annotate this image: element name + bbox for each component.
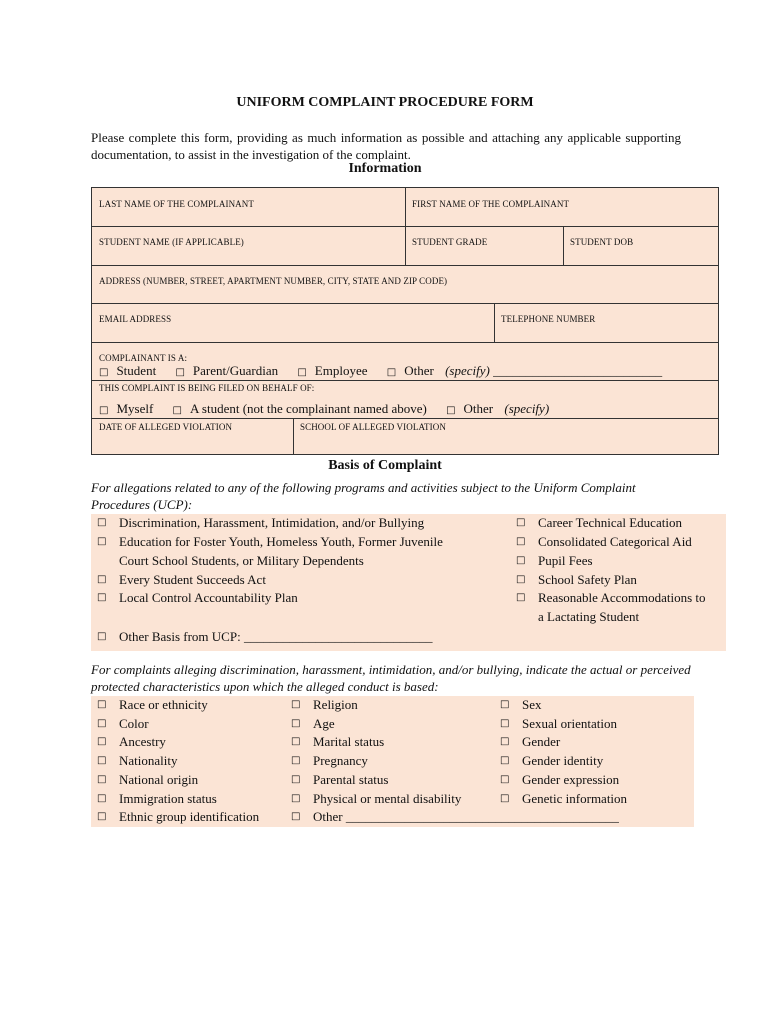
email-label: EMAIL ADDRESS <box>99 314 172 324</box>
behalf-option-myself[interactable]: □ Myself <box>99 401 154 416</box>
checkbox-icon[interactable]: □ <box>291 811 301 823</box>
behalf-option-other[interactable]: □ Other (specify) <box>446 401 550 416</box>
basis-item[interactable]: □ Consolidated Categorical Aid <box>516 533 716 552</box>
checkbox-icon[interactable]: □ <box>516 592 526 603</box>
last-name-label: LAST NAME OF THE COMPLAINANT <box>99 199 254 209</box>
checkbox-icon[interactable]: □ <box>291 717 301 729</box>
checkbox-icon[interactable]: □ <box>97 773 107 785</box>
checkbox-icon[interactable]: □ <box>97 574 107 585</box>
checkbox-icon[interactable]: □ <box>97 717 107 729</box>
basis-heading: Basis of Complaint <box>328 458 442 473</box>
checkbox-icon[interactable]: □ <box>97 792 107 804</box>
characteristic-item[interactable]: □ Parental status <box>291 771 491 790</box>
date-violation-label: DATE OF ALLEGED VIOLATION <box>99 422 233 432</box>
checkbox-icon[interactable]: □ <box>97 699 107 710</box>
checkbox-icon[interactable]: □ <box>291 755 301 767</box>
checkbox-icon[interactable]: □ <box>297 367 307 378</box>
checkbox-icon[interactable]: □ <box>386 367 397 378</box>
checkbox-icon[interactable]: □ <box>446 405 456 416</box>
characteristic-item[interactable]: □ Religion <box>291 696 691 715</box>
characteristic-item[interactable]: □ Physical or mental disability <box>291 790 501 809</box>
checkbox-icon[interactable]: □ <box>291 699 301 710</box>
email-field[interactable] <box>92 303 494 342</box>
checkbox-icon[interactable]: □ <box>99 367 109 378</box>
checkbox-icon[interactable]: □ <box>516 536 526 547</box>
form-title: UNIFORM COMPLAINT PROCEDURE FORM <box>236 95 534 110</box>
checkbox-icon[interactable]: □ <box>500 736 510 748</box>
student-dob-field[interactable] <box>563 226 720 265</box>
basis-panel <box>91 514 726 651</box>
characteristic-item[interactable]: □ Color <box>97 715 287 734</box>
basis-item[interactable]: □ Discrimination, Harassment, Intimidation, and/or Bullying <box>97 514 497 533</box>
complainant-option-other[interactable]: □ Other (specify) __________________________ <box>386 363 663 378</box>
basis-item[interactable]: □ Local Control Accountability Plan <box>97 589 497 608</box>
basis-item[interactable]: □ School Safety Plan <box>516 571 716 590</box>
checkbox-icon[interactable]: □ <box>500 717 510 729</box>
checkbox-icon[interactable]: □ <box>500 699 510 710</box>
characteristic-item[interactable]: □ National origin <box>97 771 287 790</box>
characteristic-item[interactable]: □ Nationality <box>97 752 287 771</box>
checkbox-icon[interactable]: □ <box>97 592 107 603</box>
checkbox-icon[interactable]: □ <box>97 811 107 823</box>
form-intro: Please complete this form, providing as much information as possible and attaching any applicable supporting documentation, to assist in the investigation of the complaint. <box>91 130 681 162</box>
characteristic-item[interactable]: □ Sexual orientation <box>500 715 690 734</box>
student-grade-label: STUDENT GRADE <box>412 237 488 247</box>
basis-item[interactable]: □ Pupil Fees <box>516 552 716 571</box>
behalf-options <box>99 401 557 417</box>
characteristic-item[interactable]: □ Immigration status <box>97 790 287 809</box>
complainant-option-parent[interactable]: □ Parent/Guardian <box>175 363 279 378</box>
characteristic-item[interactable]: □ Gender expression <box>500 771 690 790</box>
checkbox-icon[interactable]: □ <box>291 736 301 748</box>
checkbox-icon[interactable]: □ <box>175 367 185 378</box>
characteristic-item[interactable]: □ Age <box>291 715 491 734</box>
basis-item[interactable]: □ Reasonable Accommodations to a Lactating Student <box>516 590 706 624</box>
characteristic-item[interactable]: □ Sex <box>500 696 690 715</box>
student-dob-label: STUDENT DOB <box>570 237 634 247</box>
address-field[interactable] <box>92 265 720 303</box>
complainant-options <box>99 363 678 379</box>
basis-other-item[interactable]: □ Other Basis from UCP: _____________________________ <box>97 628 497 647</box>
information-heading: Information <box>348 161 422 176</box>
characteristic-item[interactable]: □ Pregnancy <box>291 752 491 771</box>
checkbox-icon[interactable]: □ <box>97 631 107 642</box>
date-violation-field[interactable] <box>92 418 293 456</box>
characteristic-item[interactable]: □ Genetic information <box>500 790 690 809</box>
characteristic-item[interactable]: □ Ethnic group identification <box>97 808 287 827</box>
basis-item[interactable]: □ Education for Foster Youth, Homeless Youth, Former Juvenile Court School Students, or Military Dependents <box>97 534 443 568</box>
complainant-option-student[interactable]: □ Student <box>99 363 157 378</box>
information-table <box>91 187 719 455</box>
first-name-field[interactable] <box>405 188 720 226</box>
checkbox-icon[interactable]: □ <box>97 517 107 528</box>
student-grade-field[interactable] <box>405 226 563 265</box>
checkbox-icon[interactable]: □ <box>291 773 301 785</box>
checkbox-icon[interactable]: □ <box>500 755 510 767</box>
checkbox-icon[interactable]: □ <box>516 517 526 528</box>
basis-item[interactable]: □ Every Student Succeeds Act <box>97 571 497 590</box>
complainant-option-employee[interactable]: □ Employee <box>297 363 368 378</box>
checkbox-icon[interactable]: □ <box>99 405 109 416</box>
checkbox-icon[interactable]: □ <box>500 773 510 785</box>
last-name-field[interactable] <box>92 188 405 226</box>
filed-on-behalf-label: THIS COMPLAINT IS BEING FILED ON BEHALF OF: <box>99 383 315 393</box>
behalf-option-student[interactable]: □ A student (not the complainant named above) <box>172 401 427 416</box>
characteristic-other-item[interactable]: □ Other __________________________________________ <box>291 808 691 827</box>
complainant-type-label: COMPLAINANT IS A: <box>99 353 188 363</box>
telephone-field[interactable] <box>494 303 720 342</box>
school-violation-field[interactable] <box>293 418 720 456</box>
checkbox-icon[interactable]: □ <box>291 792 301 804</box>
first-name-label: FIRST NAME OF THE COMPLAINANT <box>412 199 570 209</box>
other-specify-line[interactable]: __________________________ <box>493 363 663 378</box>
checkbox-icon[interactable]: □ <box>97 736 107 748</box>
checkbox-icon[interactable]: □ <box>516 555 526 566</box>
characteristics-note: For complaints alleging discrimination, harassment, intimidation, and/or bullying, indicate the actual or perceived protected characteristics upon which the alleged conduct is based: <box>91 662 691 694</box>
telephone-label: TELEPHONE NUMBER <box>501 314 596 324</box>
basis-item[interactable]: □ Career Technical Education <box>516 514 716 533</box>
characteristics-panel <box>91 696 694 827</box>
basis-note: For allegations related to any of the following programs and activities subject to the Uniform Complaint Procedures (UCP): <box>91 480 636 512</box>
characteristic-item[interactable]: □ Race or ethnicity <box>97 696 287 715</box>
characteristic-item[interactable]: □ Marital status <box>291 733 491 752</box>
student-name-field[interactable] <box>92 226 405 265</box>
address-label: ADDRESS (NUMBER, STREET, APARTMENT NUMBER, CITY, STATE AND ZIP CODE) <box>99 276 448 286</box>
checkbox-icon[interactable]: □ <box>516 574 526 585</box>
school-violation-label: SCHOOL OF ALLEGED VIOLATION <box>300 422 446 432</box>
characteristic-item[interactable]: □ Gender identity <box>500 752 690 771</box>
checkbox-icon[interactable]: □ <box>500 792 510 804</box>
checkbox-icon[interactable]: □ <box>97 755 107 767</box>
checkbox-icon[interactable]: □ <box>97 536 107 547</box>
student-name-label: STUDENT NAME (IF APPLICABLE) <box>99 237 244 247</box>
characteristic-item[interactable]: □ Ancestry <box>97 733 287 752</box>
checkbox-icon[interactable]: □ <box>172 405 182 416</box>
characteristic-item[interactable]: □ Gender <box>500 733 690 752</box>
